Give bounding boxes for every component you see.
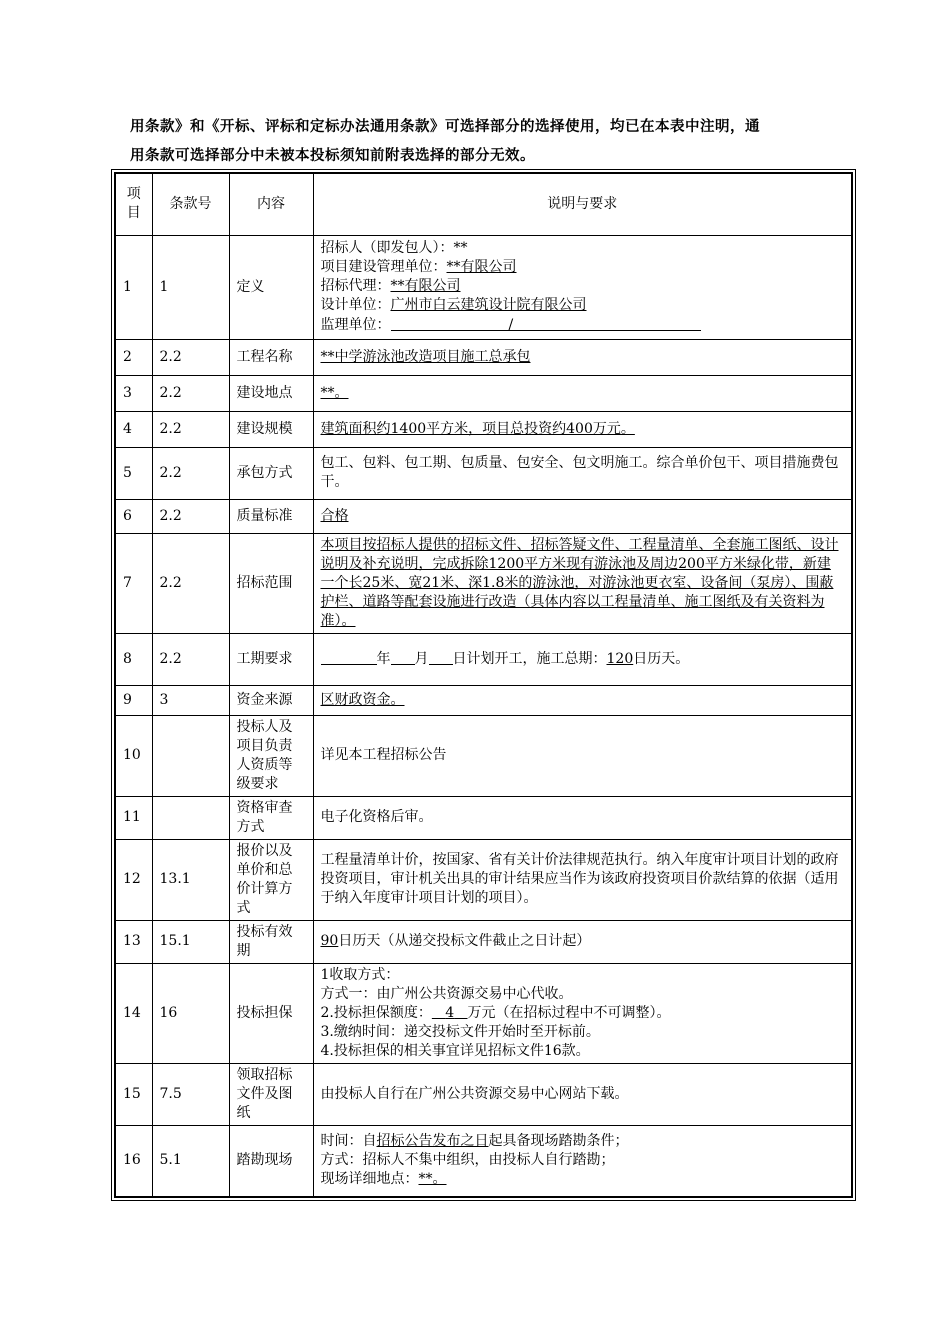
row-content: 投标人及项目负责人资质等级要求 xyxy=(229,715,313,796)
clause-number: 2.2 xyxy=(152,533,229,633)
row-number: 11 xyxy=(115,796,152,839)
row-content: 领取招标文件及图纸 xyxy=(229,1063,313,1125)
clause-number: 2.2 xyxy=(152,375,229,411)
row-description: 由投标人自行在广州公共资源交易中心网站下载。 xyxy=(313,1063,852,1125)
row-number: 16 xyxy=(115,1125,152,1197)
table-row xyxy=(115,447,852,499)
row-number: 5 xyxy=(115,447,152,499)
table-row xyxy=(115,235,852,339)
row-content: 工期要求 xyxy=(229,633,313,685)
intro-line-1: 用条款》和《开标、评标和定标办法通用条款》可选择部分的选择使用，均已在本表中注明，通 xyxy=(130,118,760,135)
table-row xyxy=(115,1125,852,1197)
clause-number: 5.1 xyxy=(152,1125,229,1197)
row-description: 招标人（即发包人）：** 项目建设管理单位：**有限公司 招标代理：**有限公司 设计单位：广州市白云建筑设计院有限公司 监理单位： / xyxy=(313,235,852,339)
row-number: 9 xyxy=(115,685,152,715)
row-content: 资金来源 xyxy=(229,685,313,715)
table-row xyxy=(115,685,852,715)
row-number: 3 xyxy=(115,375,152,411)
row-content: 定义 xyxy=(229,235,313,339)
clause-number: 7.5 xyxy=(152,1063,229,1125)
row-content: 招标范围 xyxy=(229,533,313,633)
row-description: 工程量清单计价，按国家、省有关计价法律规范执行。纳入年度审计项目计划的政府投资项目，审计机关出具的审计结果应当作为该政府投资项目价款结算的依据（适用于纳入年度审计项目计划的项目）。 xyxy=(313,839,852,920)
row-content: 报价以及单价和总价计算方式 xyxy=(229,839,313,920)
row-content: 建设地点 xyxy=(229,375,313,411)
row-content: 投标有效期 xyxy=(229,920,313,963)
clause-number: 2.2 xyxy=(152,499,229,533)
table-row xyxy=(115,533,852,633)
row-description: 合格 xyxy=(313,499,852,533)
clause-number: 2.2 xyxy=(152,339,229,375)
table-row xyxy=(115,411,852,447)
row-number: 14 xyxy=(115,963,152,1063)
row-number: 13 xyxy=(115,920,152,963)
intro-text xyxy=(130,112,840,170)
row-content: 工程名称 xyxy=(229,339,313,375)
table-row xyxy=(115,499,852,533)
clause-number: 2.2 xyxy=(152,411,229,447)
clause-number: 3 xyxy=(152,685,229,715)
row-description: **。 xyxy=(313,375,852,411)
table-row xyxy=(115,375,852,411)
table-row xyxy=(115,633,852,685)
row-number: 1 xyxy=(115,235,152,339)
row-content: 承包方式 xyxy=(229,447,313,499)
row-content: 质量标准 xyxy=(229,499,313,533)
header-clause: 条款号 xyxy=(152,173,229,235)
table-row xyxy=(115,920,852,963)
row-number: 2 xyxy=(115,339,152,375)
row-description: 时间：自招标公告发布之日起具备现场踏勘条件； 方式：招标人不集中组织，由投标人自行踏勘； 现场详细地点：**。 xyxy=(313,1125,852,1197)
header-description: 说明与要求 xyxy=(313,173,852,235)
row-description: 区财政资金。 xyxy=(313,685,852,715)
intro-line-2: 用条款可选择部分中未被本投标须知前附表选择的部分无效。 xyxy=(130,147,535,164)
table-row xyxy=(115,1063,852,1125)
row-content: 资格审查方式 xyxy=(229,796,313,839)
table-row xyxy=(115,839,852,920)
row-number: 10 xyxy=(115,715,152,796)
header-item: 项目 xyxy=(115,173,152,235)
clause-number xyxy=(152,796,229,839)
table-row xyxy=(115,963,852,1063)
clause-number: 15.1 xyxy=(152,920,229,963)
clause-number: 2.2 xyxy=(152,447,229,499)
clause-number: 2.2 xyxy=(152,633,229,685)
row-number: 8 xyxy=(115,633,152,685)
row-number: 12 xyxy=(115,839,152,920)
row-description: 详见本工程招标公告 xyxy=(313,715,852,796)
table-row xyxy=(115,715,852,796)
table-row xyxy=(115,796,852,839)
clause-number: 1 xyxy=(152,235,229,339)
row-description: 1收取方式： 方式一：由广州公共资源交易中心代收。 2.投标担保额度： 4 万元（在招标过程中不可调整）。 3.缴纳时间：递交投标文件开始时至开标前。 4.投标担保的相关事宜详见招标文件16款。 xyxy=(313,963,852,1063)
row-description: **中学游泳池改造项目施工总承包 xyxy=(313,339,852,375)
row-description: 电子化资格后审。 xyxy=(313,796,852,839)
row-description: 本项目按招标人提供的招标文件、招标答疑文件、工程量清单、全套施工图纸、设计说明及补充说明，完成拆除1200平方米现有游泳池及周边200平方米绿化带，新建一个长25米、宽21米、深1.8米的游泳池，对游泳池更衣室、设备间（泵房）、围蔽护栏、道路等配套设施进行改造（具体内容以工程量清单、施工图纸及有关资料为准）。 xyxy=(313,533,852,633)
clause-number xyxy=(152,715,229,796)
row-description: 90日历天（从递交投标文件截止之日计起） xyxy=(313,920,852,963)
table-row xyxy=(115,339,852,375)
row-description: 包工、包料、包工期、包质量、包安全、包文明施工。综合单价包干、项目措施费包干。 xyxy=(313,447,852,499)
row-content: 踏勘现场 xyxy=(229,1125,313,1197)
table-header-row xyxy=(115,173,852,235)
clause-number: 13.1 xyxy=(152,839,229,920)
clause-number: 16 xyxy=(152,963,229,1063)
row-number: 15 xyxy=(115,1063,152,1125)
row-number: 4 xyxy=(115,411,152,447)
row-number: 7 xyxy=(115,533,152,633)
row-description: 建筑面积约1400平方米，项目总投资约400万元。 xyxy=(313,411,852,447)
row-number: 6 xyxy=(115,499,152,533)
row-content: 投标担保 xyxy=(229,963,313,1063)
tender-notice-table xyxy=(114,172,853,1198)
row-content: 建设规模 xyxy=(229,411,313,447)
row-description: 年 月 日计划开工，施工总期：120日历天。 xyxy=(313,633,852,685)
header-content: 内容 xyxy=(229,173,313,235)
